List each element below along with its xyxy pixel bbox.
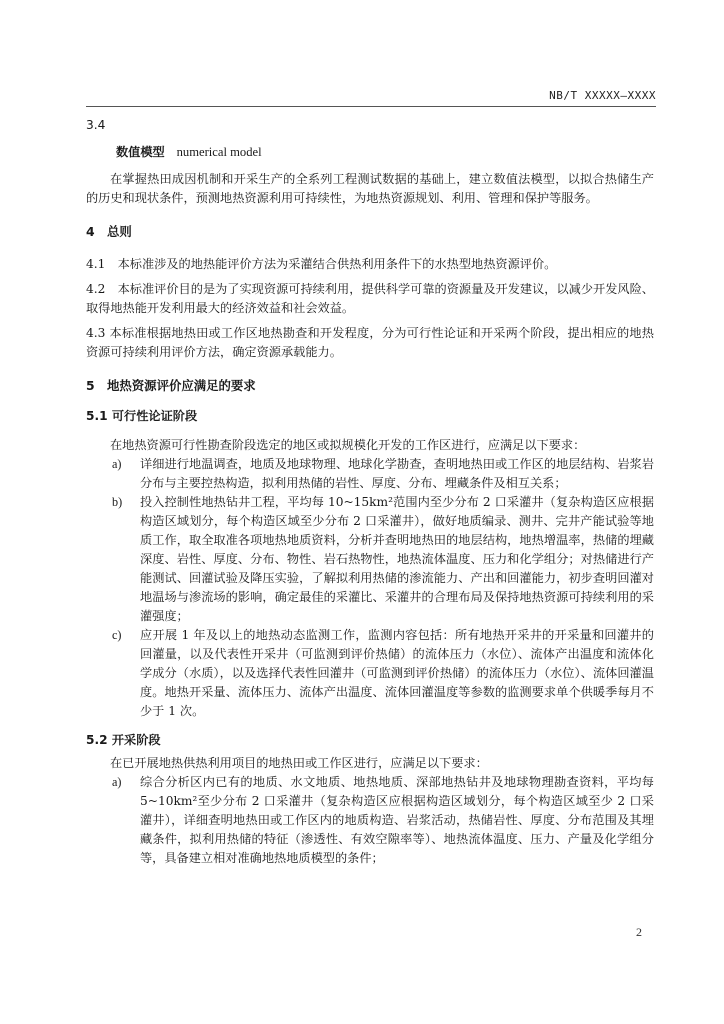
term-chinese: 数值模型 xyxy=(116,145,165,159)
clause-4-1: 4.1 本标准涉及的地热能评价方法为采灌结合供热利用条件下的水热型地热资源评价。 xyxy=(86,257,557,271)
list-item-5-1-c xyxy=(86,626,654,721)
list-item-5-1-b xyxy=(86,493,654,626)
list-marker: a) xyxy=(112,775,122,789)
list-item-text: 详细进行地温调查，地质及地球物理、地球化学勘查，查明地热田或工作区的地层结构、岩浆岩分布与主要控热构造，拟利用热储的岩性、厚度、分布、埋藏条件及相互关系； xyxy=(140,457,654,490)
list-item-5-1-a xyxy=(86,455,654,493)
term-definition: 在掌握热田成因机制和开采生产的全系列工程测试数据的基础上，建立数值法模型，以拟合热储生产的历史和现状条件，预测地热资源利用可持续性，为地热资源规划、利用、管理和保护等服务。 xyxy=(86,172,654,205)
clause-4-3: 4.3 本标准根据地热田或工作区地热勘查和开发程度，分为可行性论证和开采两个阶段，提出相应的地热资源可持续利用评价方法，确定资源承载能力。 xyxy=(86,326,654,359)
section-heading-5-2: 5.2 开采阶段 xyxy=(86,733,161,747)
list-marker: b) xyxy=(112,495,123,509)
section-heading-5: 5 地热资源评价应满足的要求 xyxy=(86,378,256,393)
section-5-2-intro: 在已开展地热供热利用项目的地热田或工作区进行，应满足以下要求： xyxy=(110,756,488,770)
list-marker: a) xyxy=(112,457,122,471)
page-number: 2 xyxy=(636,925,642,939)
list-item-text: 应开展 1 年及以上的地热动态监测工作，监测内容包括：所有地热开采井的开采量和回灌井的回灌量，以及代表性开采井（可监测到评价热储）的流体压力（水位）、流体产出温度和流体化学成分（水质），以及选择代表性回灌井（可监测到评价热储）的流体压力（水位）、流体回灌温度。地热开采量、流体压力、流体产出温度、流体回灌温度等参数的监测要求单个供暖季每月不少于 1 次。 xyxy=(140,628,654,718)
term-english: numerical model xyxy=(176,145,262,159)
list-item-text: 投入控制性地热钻井工程，平均每 10~15km²范围内至少分布 2 口采灌井（复杂构造区应根据构造区域划分，每个构造区域至少分布 2 口采灌井），做好地质编录、测井、完井产能试验等地质工作，取全取准各项地热地质资料，分析并查明地热田的地层结构，地热增温率，热储的埋藏深度、岩性、厚度、分布、物性、岩石热物性，地热流体温度、压力和化学组分；对热储进行产能测试、回灌试验及降压实验，了解拟利用热储的渗流能力、产出和回灌能力，初步查明回灌对地温场与渗流场的影响，确定最佳的采灌比、采灌井的合理布局及保持地热资源可持续利用的采灌强度； xyxy=(140,495,654,623)
header-rule xyxy=(86,106,656,107)
page-body xyxy=(86,116,654,868)
list-item-text: 综合分析区内已有的地质、水文地质、地热地质、深部地热钻井及地球物理勘查资料，平均每 5~10km²至少分布 2 口采灌井（复杂构造区应根据构造区域划分，每个构造区域至少 2 口采灌井），详细查明地热田或工作区内的地质构造、岩浆活动，热储岩性、厚度、分布范围及其埋藏条件，拟利用热储的特征（渗透性、有效空隙率等）、地热流体温度、压力、产量及化学组分等，具备建立相对准确地热地质模型的条件； xyxy=(140,775,654,865)
section-heading-5-1: 5.1 可行性论证阶段 xyxy=(86,409,198,423)
standard-number-header: NB/T XXXXX—XXXX xyxy=(549,89,656,102)
list-item-5-2-a xyxy=(86,773,654,868)
clause-4-2: 4.2 本标准评价目的是为了实现资源可持续利用，提供科学可靠的资源量及开发建议，以减少开发风险、取得地热能开发利用最大的经济效益和社会效益。 xyxy=(86,282,654,315)
section-5-1-intro: 在地热资源可行性勘查阶段选定的地区或拟规模化开发的工作区进行，应满足以下要求： xyxy=(110,438,586,452)
term-entry xyxy=(86,143,654,162)
list-marker: c) xyxy=(112,628,122,642)
clause-number-3-4: 3.4 xyxy=(86,118,106,132)
section-heading-4: 4 总则 xyxy=(86,224,132,239)
